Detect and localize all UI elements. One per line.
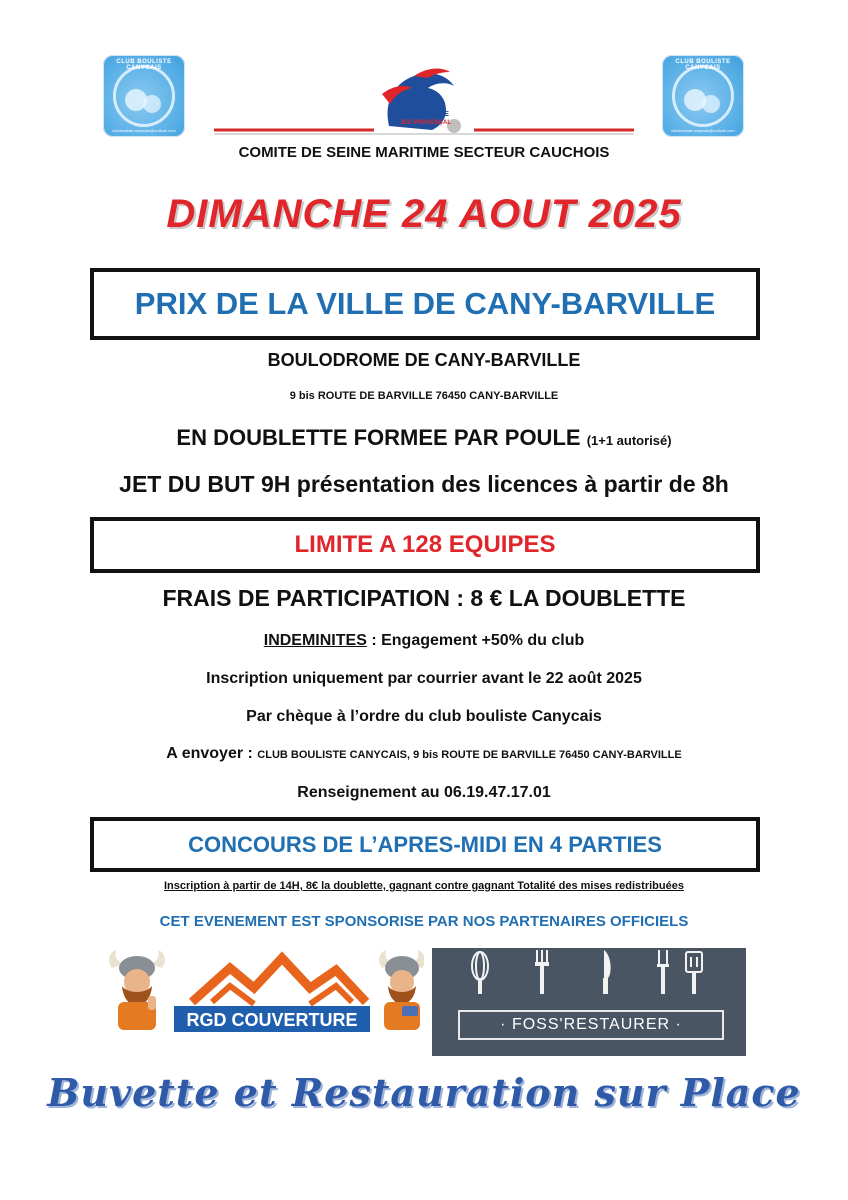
svg-text:JEU PROVENÇAL: JEU PROVENÇAL [400, 120, 452, 126]
payment-line: Par chèque à l’ordre du club bouliste Canycais [246, 708, 602, 725]
limit-box [90, 517, 760, 573]
club-logo-right: CLUB BOULISTE CANYCAIS clubbouliste canycais@outlook.com [662, 55, 744, 137]
afternoon-title: CONCOURS DE L’APRES-MIDI EN 4 PARTIES [188, 832, 662, 857]
sponsor-rgd-logo [104, 946, 424, 1036]
format-note: (1+1 autorisé) [586, 433, 672, 448]
footer-buvette: Buvette et Restauration sur Place [47, 1070, 801, 1115]
send-line [0, 745, 848, 763]
info-line: Renseignement au 06.19.47.17.01 [297, 784, 551, 801]
committee-text: COMITE DE SEINE MARITIME SECTEUR CAUCHOIS [238, 144, 610, 161]
kitchen-utensils-icon [432, 948, 746, 1008]
send-label: A envoyer : [166, 745, 258, 762]
event-title: PRIX DE LA VILLE DE CANY-BARVILLE [134, 286, 716, 321]
fee-line: FRAIS DE PARTICIPATION : 8 € LA DOUBLETTE [162, 585, 686, 611]
indemnites-line [0, 632, 848, 650]
sponsor-foss-name: · FOSS'RESTAURER · [458, 1010, 724, 1040]
send-address: CLUB BOULISTE CANYCAIS, 9 bis ROUTE DE BARVILLE 76450 CANY-BARVILLE [257, 749, 682, 761]
limit-text: LIMITE A 128 EQUIPES [294, 531, 556, 558]
club-logo-left: CLUB BOULISTE CANYCAIS clubbouliste canycais@outlook.com [103, 55, 185, 137]
format-line [0, 425, 848, 451]
svg-text:FF PETANQUE: FF PETANQUE [400, 111, 449, 118]
indemnites-label: INDEMINITES [263, 632, 367, 649]
event-title-box [90, 268, 760, 340]
sponsor-rgd-name: RGD COUVERTURE [186, 1010, 358, 1030]
sponsors-title: CET EVENEMENT EST SPONSORISE PAR NOS PARTENAIRES OFFICIELS [159, 913, 689, 930]
afternoon-details: Inscription à partir de 14H, 8€ la doublette, gagnant contre gagnant Totalité des mises redistribuées [164, 880, 684, 892]
indemnites-text: : Engagement +50% du club [366, 632, 585, 649]
event-date: DIMANCHE 24 AOUT 2025 [166, 192, 682, 236]
ff-petanque-logo [214, 64, 634, 140]
afternoon-box [90, 817, 760, 872]
sponsor-foss-logo [432, 948, 746, 1056]
venue-name: BOULODROME DE CANY-BARVILLE [267, 350, 581, 370]
format-main: EN DOUBLETTE FORMEE PAR POULE [176, 425, 581, 450]
registration-line: Inscription uniquement par courrier avant le 22 août 2025 [206, 670, 642, 687]
schedule-line: JET DU BUT 9H présentation des licences à partir de 8h [119, 471, 729, 497]
venue-address: 9 bis ROUTE DE BARVILLE 76450 CANY-BARVILLE [289, 390, 559, 402]
